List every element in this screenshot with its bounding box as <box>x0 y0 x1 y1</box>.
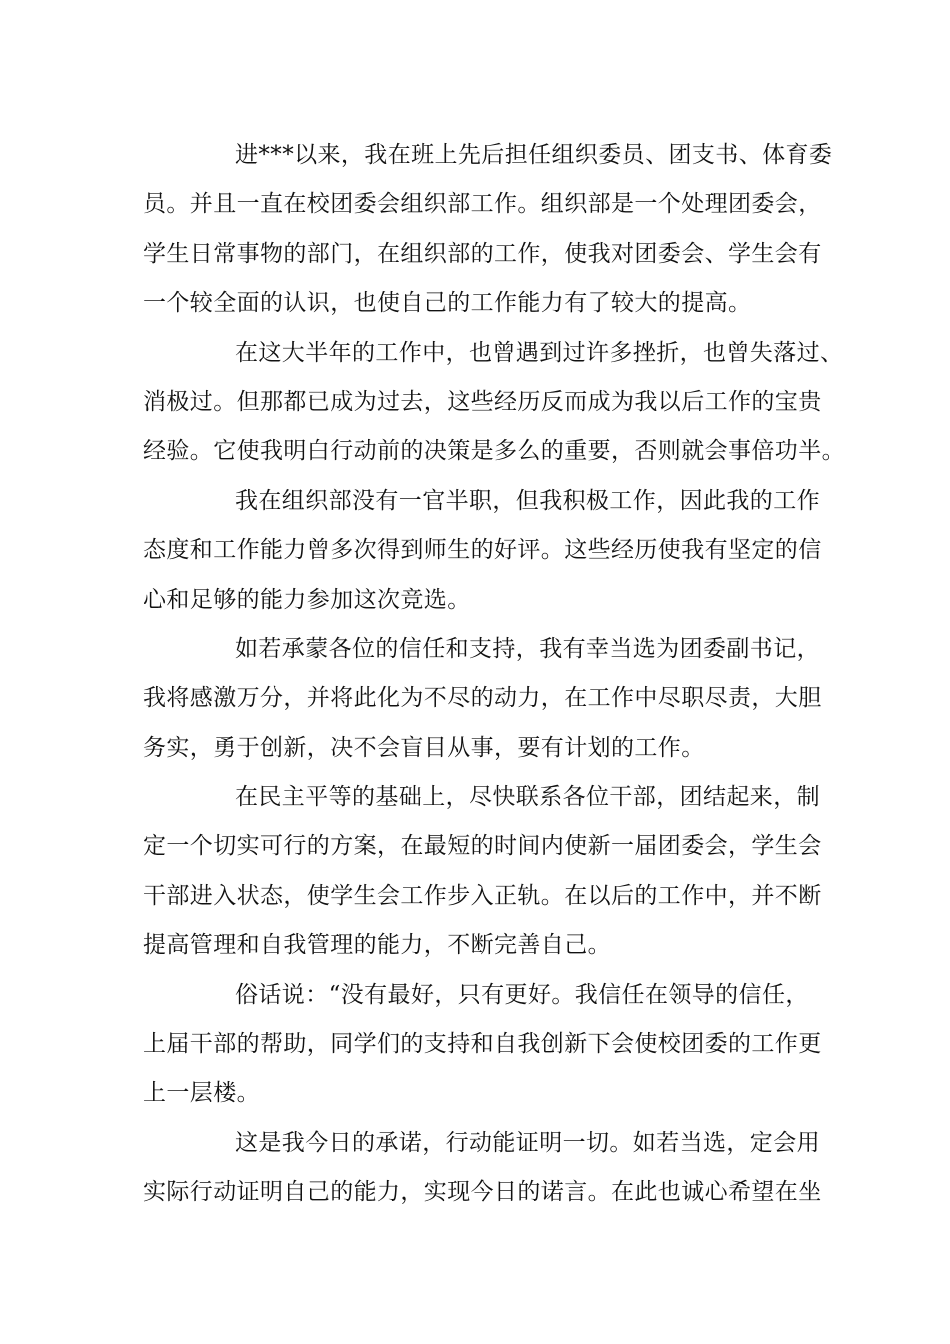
text-line: 提高管理和自我管理的能力，不断完善自己。 <box>143 932 611 959</box>
text-line: 这是我今日的承诺，行动能证明一切。如若当选，定会用 <box>235 1129 820 1156</box>
text-line: 进***以来，我在班上先后担任组织委员、团支书、体育委 <box>235 142 833 168</box>
text-line: 态度和工作能力曾多次得到师生的好评。这些经历使我有坚定的信 <box>143 537 822 564</box>
text-line: 经验。它使我明白行动前的决策是多么的重要，否则就会事倍功半。 <box>143 438 845 465</box>
text-line: 如若承蒙各位的信任和支持，我有幸当选为团委副书记， <box>235 635 820 662</box>
text-line: 实际行动证明自己的能力，实现今日的诺言。在此也诚心希望在坐 <box>143 1179 822 1206</box>
text-line: 定一个切实可行的方案，在最短的时间内使新一届团委会，学生会 <box>143 833 822 860</box>
text-line: 务实，勇于创新，决不会盲目从事，要有计划的工作。 <box>143 734 705 761</box>
text-line: 上届干部的帮助，同学们的支持和自我创新下会使校团委的工作更 <box>143 1031 822 1058</box>
text-line: 我在组织部没有一官半职，但我积极工作，因此我的工作 <box>235 487 820 514</box>
text-line: 消极过。但那都已成为过去，这些经历反而成为我以后工作的宝贵 <box>143 388 822 415</box>
text-line: 员。并且一直在校团委会组织部工作。组织部是一个处理团委会， <box>143 191 822 218</box>
text-line: 学生日常事物的部门，在组织部的工作，使我对团委会、学生会有 <box>143 240 822 267</box>
body-text <box>143 131 845 1218</box>
text-line: 心和足够的能力参加这次竞选。 <box>143 586 471 613</box>
text-line: 我将感激万分，并将此化为不尽的动力，在工作中尽职尽责，大胆 <box>143 685 822 712</box>
text-line: 在民主平等的基础上，尽快联系各位干部，团结起来，制 <box>235 784 820 811</box>
text-line: 俗话说：“没有最好，只有更好。我信任在领导的信任， <box>235 981 809 1008</box>
text-line: 干部进入状态，使学生会工作步入正轨。在以后的工作中，并不断 <box>143 882 822 909</box>
text-line: 在这大半年的工作中，也曾遇到过许多挫折，也曾失落过、 <box>235 339 844 366</box>
text-line: 一个较全面的认识，也使自己的工作能力有了较大的提高。 <box>143 290 752 317</box>
text-line: 上一层楼。 <box>143 1080 260 1107</box>
